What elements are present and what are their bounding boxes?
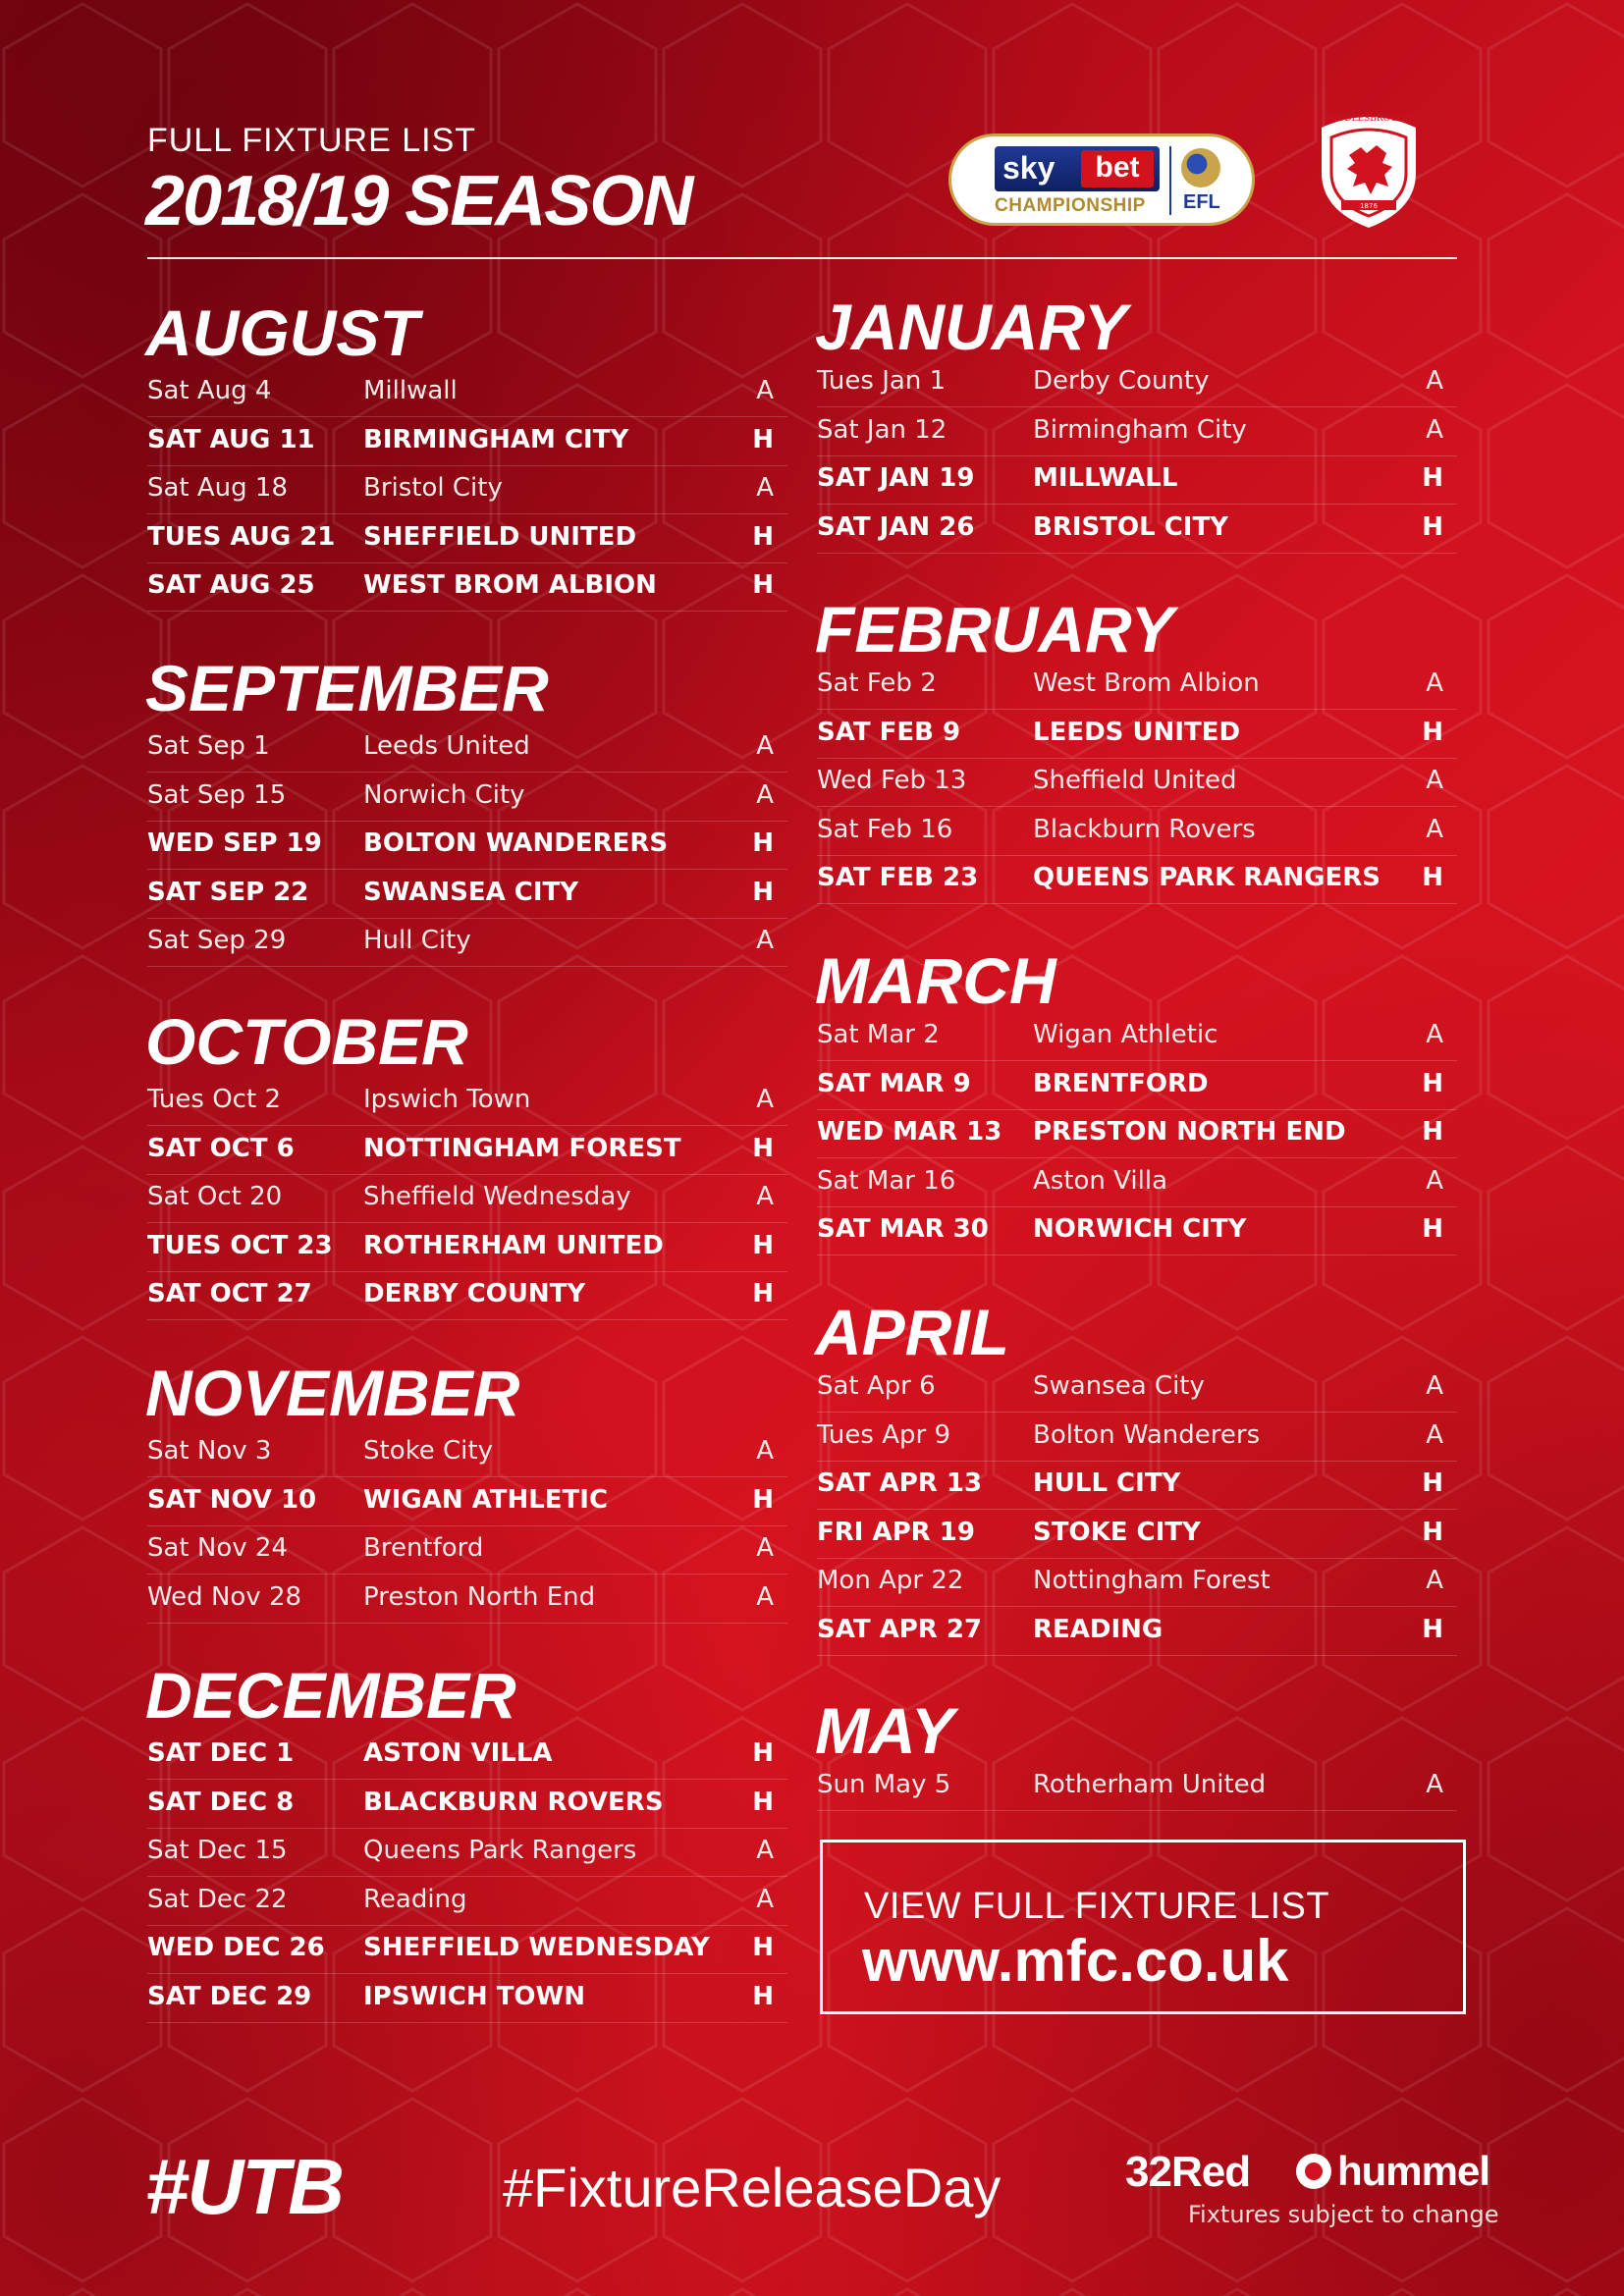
fixture-venue: A — [1426, 815, 1443, 844]
fixture-venue: A — [1426, 668, 1443, 698]
fixture-opponent: BRISTOL CITY — [1033, 512, 1229, 542]
fixture-venue: A — [756, 1182, 774, 1211]
fixture-date: SAT MAR 30 — [817, 1214, 989, 1244]
fixture-row — [817, 1414, 1457, 1462]
fixture-venue: A — [1426, 1020, 1443, 1049]
fixture-venue: H — [752, 1738, 774, 1768]
month-heading-january: JANUARY — [815, 291, 1127, 363]
fixture-venue: H — [752, 1788, 774, 1817]
fixture-venue: H — [752, 570, 774, 600]
fixture-venue: H — [752, 828, 774, 858]
fixture-date: SAT SEP 22 — [147, 878, 309, 907]
fixture-date: Sat Nov 3 — [147, 1436, 272, 1466]
fixture-release-hashtag: #FixtureReleaseDay — [503, 2157, 1001, 2218]
fixture-opponent: WIGAN ATHLETIC — [363, 1485, 609, 1515]
fixture-opponent: Derby County — [1033, 366, 1210, 396]
fixture-venue: H — [752, 1933, 774, 1962]
fixture-opponent: Birmingham City — [1033, 415, 1247, 445]
fixture-row — [147, 369, 787, 417]
fixture-row — [817, 808, 1457, 856]
fixture-date: SAT NOV 10 — [147, 1485, 317, 1515]
efl-logo-text: EFL — [1183, 191, 1220, 213]
hummel-text: hummel — [1337, 2148, 1490, 2194]
cta-label: VIEW FULL FIXTURE LIST — [864, 1886, 1330, 1927]
utb-hashtag: #UTB — [145, 2143, 343, 2230]
fixture-date: SAT JAN 26 — [817, 512, 975, 542]
fixture-opponent: LEEDS UNITED — [1033, 718, 1241, 747]
fixture-date: Sat Aug 4 — [147, 376, 272, 405]
fixture-date: SAT DEC 1 — [147, 1738, 295, 1768]
efl-ball-icon — [1181, 148, 1220, 187]
fixture-venue: H — [1422, 1615, 1443, 1644]
fixture-opponent: Millwall — [363, 376, 458, 405]
fixture-opponent: BOLTON WANDERERS — [363, 828, 669, 858]
fixture-row — [147, 1078, 787, 1126]
fixture-row — [817, 711, 1457, 759]
fixture-venue: H — [752, 1231, 774, 1260]
fixture-opponent: Queens Park Rangers — [363, 1836, 637, 1865]
fixture-date: SAT FEB 9 — [817, 718, 961, 747]
fixture-row — [147, 418, 787, 466]
website-link[interactable]: www.mfc.co.uk — [862, 1928, 1289, 1994]
fixture-date: WED SEP 19 — [147, 828, 322, 858]
fixture-date: Mon Apr 22 — [817, 1566, 964, 1595]
fixture-venue: H — [1422, 512, 1443, 542]
fixture-date: Sat Sep 29 — [147, 926, 287, 955]
sky-bet-block — [995, 146, 1160, 191]
fixture-opponent: Leeds United — [363, 731, 530, 761]
fixture-opponent: READING — [1033, 1615, 1164, 1644]
fixture-venue: H — [1422, 1468, 1443, 1498]
month-heading-august: AUGUST — [145, 296, 419, 369]
fixture-row — [817, 1207, 1457, 1255]
crest-club-name: MIDDLESBROUGH — [1325, 114, 1413, 124]
month-heading-december: DECEMBER — [145, 1659, 516, 1732]
fixture-date: Sat Jan 12 — [817, 415, 947, 445]
fixture-venue: A — [756, 1533, 774, 1563]
fixture-row — [817, 856, 1457, 904]
fixture-venue: H — [1422, 1069, 1443, 1098]
view-full-fixture-list-box[interactable] — [820, 1840, 1466, 2014]
fixture-row — [147, 1526, 787, 1575]
fixture-row — [147, 1878, 787, 1926]
fixture-opponent: IPSWICH TOWN — [363, 1982, 585, 2011]
fixture-venue: A — [1426, 1371, 1443, 1401]
fixture-opponent: Wigan Athletic — [1033, 1020, 1218, 1049]
fixture-date: Sat Nov 24 — [147, 1533, 288, 1563]
fixture-date: Tues Oct 2 — [147, 1085, 281, 1114]
fixture-venue: A — [756, 376, 774, 405]
fixture-opponent: Swansea City — [1033, 1371, 1205, 1401]
fixture-opponent: BLACKBURN ROVERS — [363, 1788, 664, 1817]
fixture-date: Sun May 5 — [817, 1770, 951, 1799]
fixture-row — [817, 1364, 1457, 1413]
crest-year: 1876 — [1360, 202, 1378, 210]
fixture-opponent: SHEFFIELD WEDNESDAY — [363, 1933, 710, 1962]
fixture-date: Sat Mar 2 — [817, 1020, 940, 1049]
sponsor-hummel-logo — [1298, 2148, 1489, 2195]
fixture-row — [147, 1926, 787, 1974]
fixture-venue: H — [1422, 1117, 1443, 1147]
fixture-opponent: Sheffield Wednesday — [363, 1182, 631, 1211]
fixture-venue: H — [1422, 1214, 1443, 1244]
fixture-date: SAT AUG 25 — [147, 570, 315, 600]
fixture-date: WED DEC 26 — [147, 1933, 325, 1962]
fixture-opponent: NOTTINGHAM FOREST — [363, 1134, 681, 1163]
fixture-row — [817, 359, 1457, 407]
fixture-venue: A — [756, 1582, 774, 1612]
fixture-row — [817, 1462, 1457, 1510]
fixture-venue: H — [752, 1982, 774, 2011]
fixture-row — [147, 1272, 787, 1320]
fixture-date: FRI APR 19 — [817, 1518, 975, 1547]
fixture-venue: H — [1422, 463, 1443, 493]
fixture-opponent: BIRMINGHAM CITY — [363, 425, 629, 454]
fixture-row — [817, 1608, 1457, 1656]
fixture-venue: H — [752, 1485, 774, 1515]
fixture-date: Tues Apr 9 — [817, 1420, 951, 1450]
fixture-row — [147, 1829, 787, 1877]
fixture-row — [817, 1763, 1457, 1811]
fixture-venue: H — [1422, 863, 1443, 892]
fixture-date: Sat Dec 22 — [147, 1885, 288, 1914]
fixture-row — [147, 724, 787, 773]
fixture-opponent: WEST BROM ALBION — [363, 570, 657, 600]
fixture-date: Sat Oct 20 — [147, 1182, 283, 1211]
fixture-row — [147, 1478, 787, 1526]
fixture-venue: A — [1426, 415, 1443, 445]
fixture-venue: A — [1426, 1166, 1443, 1196]
fixture-opponent: Ipswich Town — [363, 1085, 531, 1114]
fixture-opponent: MILLWALL — [1033, 463, 1178, 493]
fixture-opponent: HULL CITY — [1033, 1468, 1181, 1498]
fixture-opponent: ASTON VILLA — [363, 1738, 553, 1768]
fixture-opponent: West Brom Albion — [1033, 668, 1260, 698]
fixture-row — [147, 774, 787, 822]
fixture-venue: H — [752, 878, 774, 907]
fixture-date: WED MAR 13 — [817, 1117, 1002, 1147]
month-heading-may: MAY — [815, 1694, 954, 1767]
fixture-opponent: DERBY COUNTY — [363, 1279, 586, 1308]
month-heading-october: OCTOBER — [145, 1005, 468, 1078]
fixture-row — [147, 1175, 787, 1223]
fixture-venue: A — [1426, 366, 1443, 396]
fixture-venue: A — [1426, 1420, 1443, 1450]
fixture-opponent: Nottingham Forest — [1033, 1566, 1271, 1595]
page-title: 2018/19 SEASON — [145, 162, 692, 240]
header-subtitle: FULL FIXTURE LIST — [147, 122, 477, 159]
fixture-opponent: SHEFFIELD UNITED — [363, 522, 637, 552]
fixture-row — [147, 822, 787, 870]
fixture-venue: H — [1422, 1518, 1443, 1547]
fixture-row — [147, 515, 787, 563]
fixture-opponent: PRESTON NORTH END — [1033, 1117, 1346, 1147]
fixture-venue: H — [752, 425, 774, 454]
fixture-row — [817, 1110, 1457, 1158]
fixtures-disclaimer: Fixtures subject to change — [1188, 2201, 1499, 2228]
fixture-date: SAT JAN 19 — [817, 463, 975, 493]
fixture-row — [147, 1975, 787, 2023]
fixture-row — [147, 1429, 787, 1477]
sky-bet-championship-logo — [948, 133, 1255, 226]
fixture-opponent: Stoke City — [363, 1436, 493, 1466]
fixture-date: TUES AUG 21 — [147, 522, 336, 552]
fixture-venue: H — [1422, 718, 1443, 747]
fixture-row — [147, 563, 787, 612]
fixture-date: SAT OCT 27 — [147, 1279, 312, 1308]
fixture-opponent: Reading — [363, 1885, 467, 1914]
fixture-date: Sat Dec 15 — [147, 1836, 288, 1865]
fixture-opponent: Hull City — [363, 926, 471, 955]
fixture-date: TUES OCT 23 — [147, 1231, 333, 1260]
fixture-date: Tues Jan 1 — [817, 366, 947, 396]
fixture-row — [147, 1732, 787, 1780]
fixture-opponent: SWANSEA CITY — [363, 878, 579, 907]
month-heading-september: SEPTEMBER — [145, 652, 549, 724]
fixture-row — [817, 456, 1457, 505]
header-divider — [147, 257, 1457, 259]
fixture-opponent: Norwich City — [363, 780, 525, 810]
fixture-row — [147, 1127, 787, 1175]
fixture-venue: A — [756, 1085, 774, 1114]
fixture-date: Wed Nov 28 — [147, 1582, 302, 1612]
fixture-date: Sat Sep 15 — [147, 780, 287, 810]
fixture-row — [817, 1511, 1457, 1559]
fixture-row — [147, 919, 787, 967]
fixture-venue: A — [756, 1836, 774, 1865]
fixture-date: Sat Feb 2 — [817, 668, 937, 698]
fixture-venue: H — [752, 1134, 774, 1163]
fixture-row — [817, 1062, 1457, 1110]
sponsor-32red-logo: 32Red — [1125, 2148, 1251, 2196]
fixture-date: Sat Mar 16 — [817, 1166, 956, 1196]
fixture-venue: A — [756, 1436, 774, 1466]
month-heading-march: MARCH — [815, 944, 1056, 1017]
fixture-venue: A — [756, 1885, 774, 1914]
fixture-row — [817, 1559, 1457, 1607]
fixture-date: SAT AUG 11 — [147, 425, 315, 454]
fixture-row — [147, 1224, 787, 1272]
efl-separator — [1169, 146, 1171, 215]
fixture-opponent: BRENTFORD — [1033, 1069, 1209, 1098]
fixture-venue: A — [756, 473, 774, 503]
fixture-opponent: Bristol City — [363, 473, 503, 503]
fixture-opponent: Rotherham United — [1033, 1770, 1267, 1799]
fixture-date: Sat Apr 6 — [817, 1371, 936, 1401]
fixture-venue: A — [1426, 766, 1443, 795]
month-heading-april: APRIL — [815, 1296, 1009, 1368]
sky-logo-text: sky — [1002, 150, 1056, 186]
fixture-date: Sat Aug 18 — [147, 473, 289, 503]
fixture-opponent: Blackburn Rovers — [1033, 815, 1256, 844]
fixture-opponent: Sheffield United — [1033, 766, 1237, 795]
month-heading-november: NOVEMBER — [145, 1357, 520, 1429]
fixture-venue: H — [752, 522, 774, 552]
fixture-opponent: STOKE CITY — [1033, 1518, 1201, 1547]
fixture-row — [147, 871, 787, 919]
fixture-date: SAT OCT 6 — [147, 1134, 295, 1163]
fixture-row — [817, 759, 1457, 807]
championship-logo-text: CHAMPIONSHIP — [995, 195, 1146, 216]
fixture-opponent: Aston Villa — [1033, 1166, 1167, 1196]
fixture-date: Sat Feb 16 — [817, 815, 953, 844]
fixture-row — [147, 1781, 787, 1829]
month-heading-february: FEBRUARY — [815, 593, 1174, 666]
fixture-date: Sat Sep 1 — [147, 731, 270, 761]
fixture-row — [817, 1159, 1457, 1207]
fixture-opponent: Brentford — [363, 1533, 484, 1563]
fixture-venue: A — [1426, 1770, 1443, 1799]
fixture-venue: A — [756, 780, 774, 810]
fixture-date: SAT DEC 8 — [147, 1788, 295, 1817]
fixture-venue: A — [756, 926, 774, 955]
fixture-row — [817, 506, 1457, 554]
fixture-date: SAT DEC 29 — [147, 1982, 312, 2011]
fixture-row — [147, 1575, 787, 1624]
fixture-row — [817, 408, 1457, 456]
fixture-opponent: Bolton Wanderers — [1033, 1420, 1261, 1450]
fixture-row — [817, 662, 1457, 710]
fixture-opponent: ROTHERHAM UNITED — [363, 1231, 664, 1260]
fixture-venue: A — [1426, 1566, 1443, 1595]
fixture-row — [147, 466, 787, 514]
fixture-opponent: QUEENS PARK RANGERS — [1033, 863, 1381, 892]
fixture-opponent: NORWICH CITY — [1033, 1214, 1247, 1244]
fixture-row — [817, 1013, 1457, 1061]
bet-logo-text: bet — [1081, 150, 1154, 187]
fixture-opponent: Preston North End — [363, 1582, 596, 1612]
club-crest-icon — [1308, 104, 1430, 232]
fixture-date: Wed Feb 13 — [817, 766, 967, 795]
fixture-date: SAT APR 13 — [817, 1468, 983, 1498]
fixture-venue: A — [756, 731, 774, 761]
fixture-date: SAT APR 27 — [817, 1615, 983, 1644]
fixture-venue: H — [752, 1279, 774, 1308]
fixture-date: SAT MAR 9 — [817, 1069, 971, 1098]
fixture-date: SAT FEB 23 — [817, 863, 979, 892]
